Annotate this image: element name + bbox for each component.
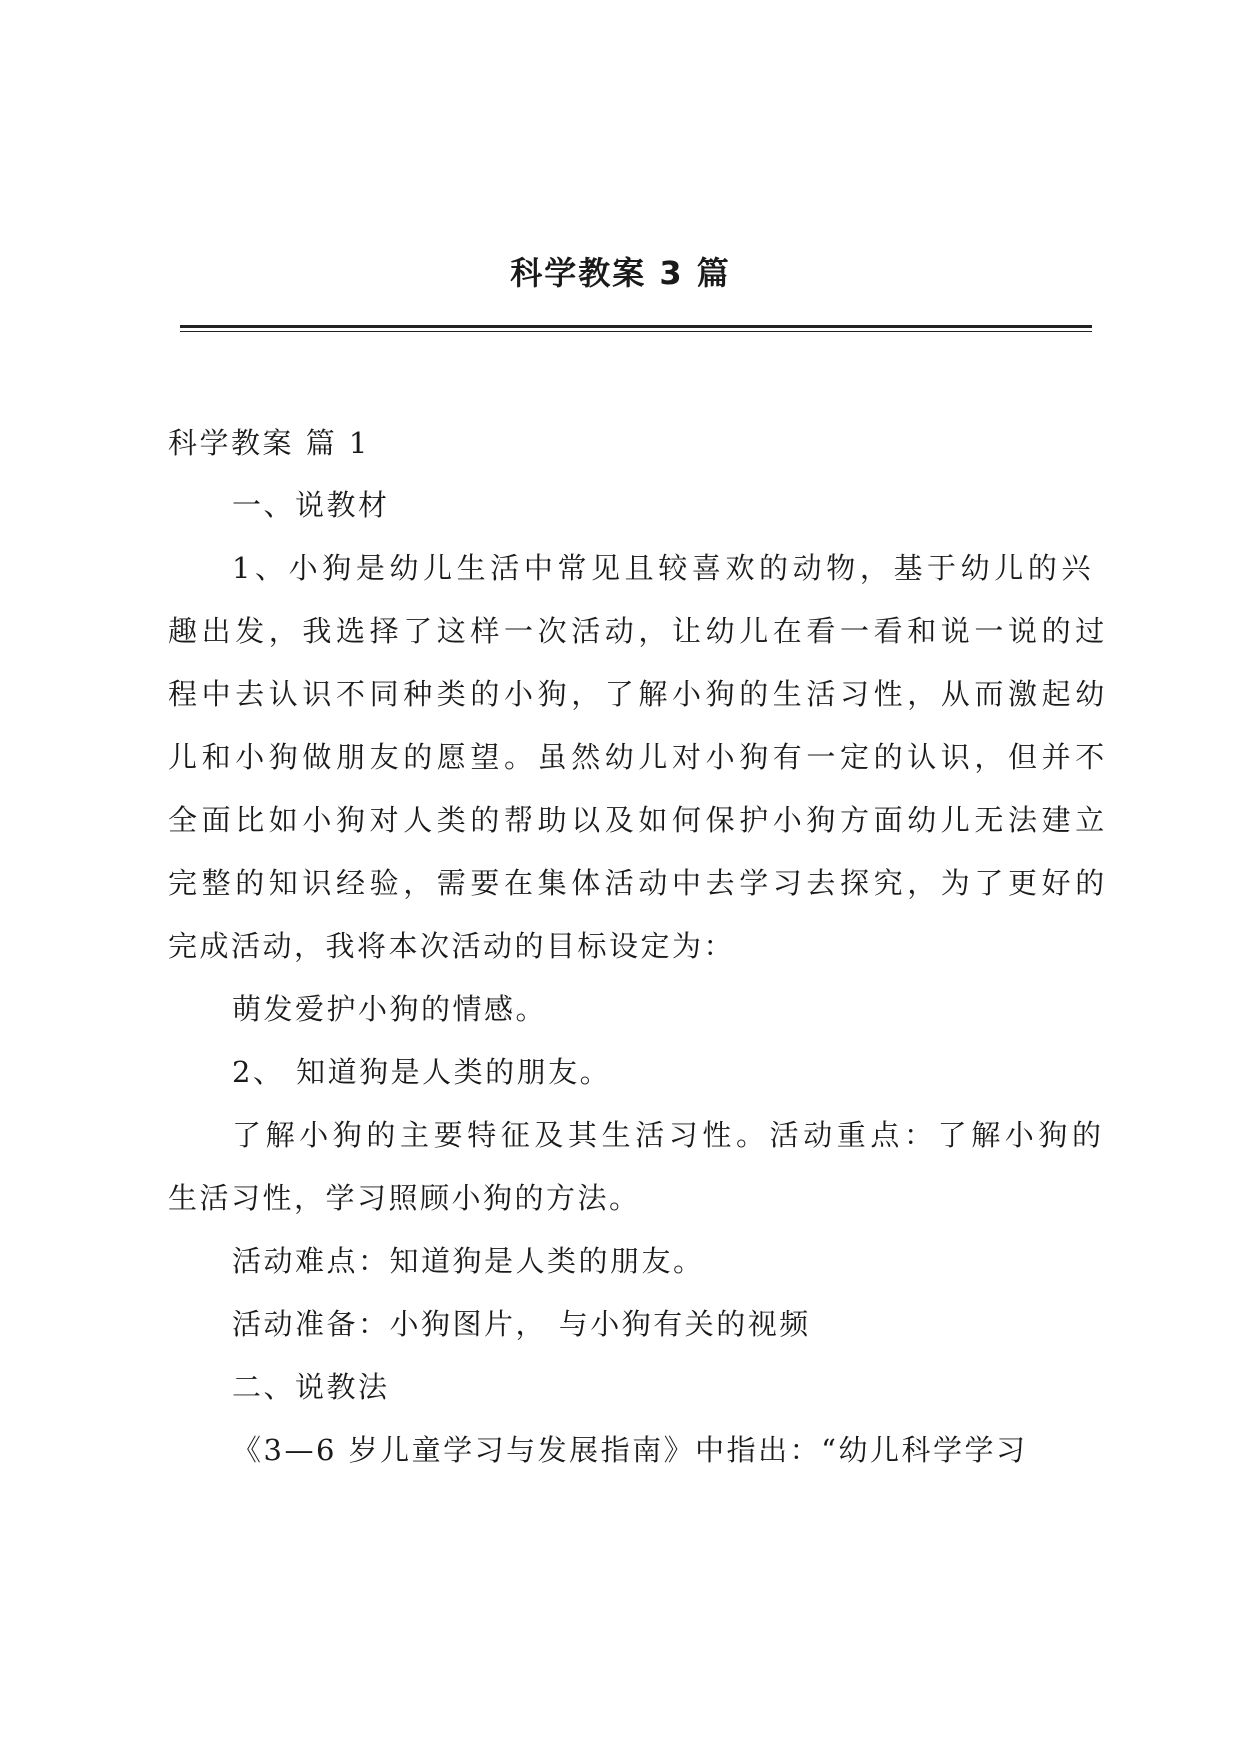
paragraph-line: 1、小狗是幼儿生活中常见且较喜欢的动物，基于幼儿的兴 [232, 551, 1096, 585]
paragraph-line: 全面比如小狗对人类的帮助以及如何保护小狗方面幼儿无法建立 [168, 803, 1109, 837]
section-heading: 科学教案 篇 1 [168, 426, 370, 460]
paragraph-line: 完成活动，我将本次活动的目标设定为： [168, 929, 736, 963]
paragraph-line: 趣出发，我选择了这样一次活动，让幼儿在看一看和说一说的过 [168, 614, 1109, 648]
paragraph-line: 《3—6 岁儿童学习与发展指南》中指出：“幼儿科学学习 [232, 1433, 1028, 1467]
paragraph-line: 生活习性，学习照顾小狗的方法。 [168, 1181, 641, 1215]
subheading: 一、说教材 [232, 488, 390, 522]
paragraph-line: 2、 知道狗是人类的朋友。 [232, 1055, 612, 1089]
title-divider-thin [180, 331, 1092, 332]
document-title: 科学教案 3 篇 [510, 254, 731, 292]
paragraph-line: 活动准备：小狗图片， 与小狗有关的视频 [232, 1307, 811, 1341]
title-divider-thick [180, 325, 1092, 328]
paragraph-line: 程中去认识不同种类的小狗，了解小狗的生活习性，从而激起幼 [168, 677, 1109, 711]
paragraph-line: 了解小狗的主要特征及其生活习性。活动重点：了解小狗的 [232, 1118, 1106, 1152]
paragraph-line: 活动难点：知道狗是人类的朋友。 [232, 1244, 705, 1278]
paragraph-line: 萌发爱护小狗的情感。 [232, 992, 548, 1026]
subheading: 二、说教法 [232, 1370, 390, 1404]
paragraph-line: 儿和小狗做朋友的愿望。虽然幼儿对小狗有一定的认识，但并不 [168, 740, 1109, 774]
paragraph-line: 完整的知识经验，需要在集体活动中去学习去探究，为了更好的 [168, 866, 1109, 900]
